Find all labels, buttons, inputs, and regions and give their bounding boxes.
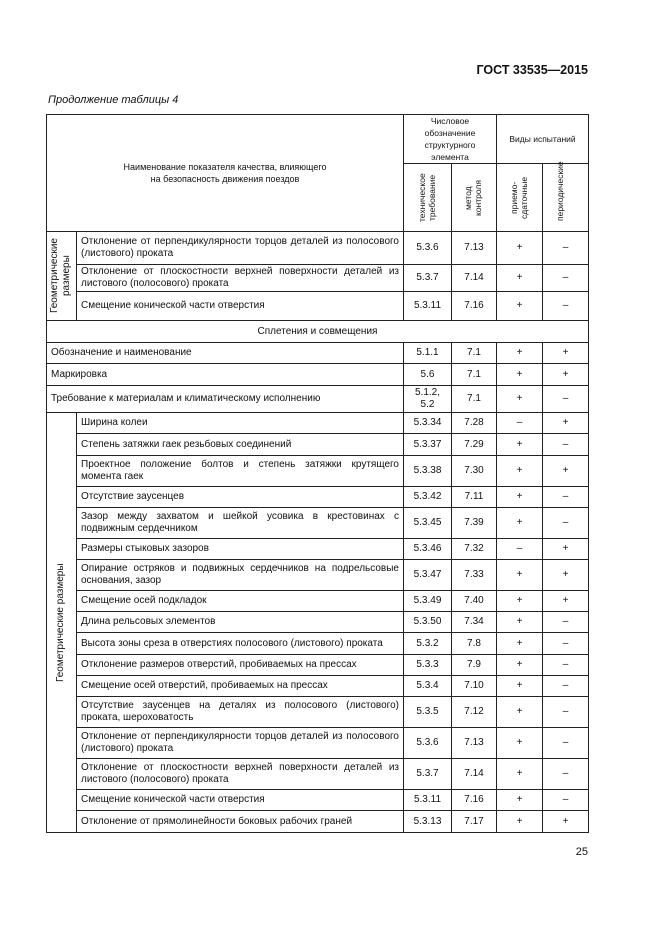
periodic-cell: +: [543, 560, 589, 591]
name-cell: Отсутствие заусенцев: [77, 487, 404, 508]
header-name-cell: [47, 115, 404, 232]
tech-cell: 5.1.1: [404, 343, 452, 364]
table-row: [47, 697, 589, 728]
acceptance-cell: +: [497, 728, 543, 759]
table-row: [47, 413, 589, 434]
periodic-cell: –: [543, 728, 589, 759]
name-cell: Смещение конической части отверстия: [77, 790, 404, 811]
method-cell: 7.40: [452, 591, 497, 612]
table-row: [47, 539, 589, 560]
quality-table: [46, 114, 589, 833]
acceptance-cell: +: [497, 697, 543, 728]
header-numeric: [404, 115, 497, 164]
periodic-cell: +: [543, 811, 589, 833]
periodic-cell: –: [543, 292, 589, 321]
acceptance-cell: +: [497, 487, 543, 508]
name-cell: Смещение осей подкладок: [77, 591, 404, 612]
method-cell: 7.13: [452, 728, 497, 759]
method-cell: 7.17: [452, 811, 497, 833]
method-cell: 7.16: [452, 790, 497, 811]
header-periodic: периодические: [554, 160, 565, 221]
header-method-cell: [452, 164, 497, 232]
name-cell: Смещение конической части отверстия: [77, 292, 404, 321]
method-cell: 7.29: [452, 434, 497, 456]
method-cell: 7.1: [452, 343, 497, 364]
method-cell: 7.28: [452, 413, 497, 434]
tech-cell: 5.3.7: [404, 759, 452, 790]
name-cell: Зазор между захватом и шейкой усовика в крестовинах с подвижным сердечником: [77, 508, 404, 539]
name-cell: Отклонение от плоскостности верхней поверхности деталей из листового (полосового) проката: [77, 759, 404, 790]
periodic-cell: +: [543, 343, 589, 364]
acceptance-cell: +: [497, 790, 543, 811]
header-periodic-cell: [543, 160, 589, 232]
name-cell: Обозначение и наименование: [47, 343, 404, 364]
tech-cell: 5.3.49: [404, 591, 452, 612]
periodic-cell: –: [543, 759, 589, 790]
acceptance-cell: +: [497, 591, 543, 612]
table-row: [47, 434, 589, 456]
tech-cell: 5.3.5: [404, 697, 452, 728]
method-cell: 7.34: [452, 612, 497, 633]
table-row: [47, 487, 589, 508]
table-row: [47, 343, 589, 364]
method-cell: 7.39: [452, 508, 497, 539]
method-cell: 7.12: [452, 697, 497, 728]
acceptance-cell: +: [497, 364, 543, 386]
tech-cell: 5.3.4: [404, 676, 452, 697]
periodic-cell: +: [543, 539, 589, 560]
acceptance-cell: +: [497, 386, 543, 413]
acceptance-cell: –: [497, 539, 543, 560]
method-cell: 7.16: [452, 292, 497, 321]
periodic-cell: +: [543, 591, 589, 612]
acceptance-cell: +: [497, 343, 543, 364]
periodic-cell: –: [543, 612, 589, 633]
table-row: [47, 655, 589, 676]
tech-cell: 5.3.6: [404, 232, 452, 265]
table-row: [47, 676, 589, 697]
method-cell: 7.11: [452, 487, 497, 508]
name-cell: Длина рельсовых элементов: [77, 612, 404, 633]
group-label-geometric: Геометрические размеры: [48, 238, 72, 314]
tech-cell: 5.3.37: [404, 434, 452, 456]
method-cell: 7.10: [452, 676, 497, 697]
periodic-cell: –: [543, 232, 589, 265]
table-row: [47, 560, 589, 591]
section-row: [47, 321, 589, 343]
method-cell: 7.14: [452, 759, 497, 790]
periodic-cell: –: [543, 633, 589, 655]
tech-cell: 5.3.11: [404, 790, 452, 811]
group-cell-geometric-2: [47, 413, 77, 833]
name-cell: Маркировка: [47, 364, 404, 386]
periodic-cell: –: [543, 508, 589, 539]
periodic-cell: –: [543, 434, 589, 456]
method-cell: 7.30: [452, 456, 497, 487]
table-row: [47, 633, 589, 655]
method-cell: 7.13: [452, 232, 497, 265]
periodic-cell: –: [543, 487, 589, 508]
name-cell: Требование к материалам и климатическому исполнению: [47, 386, 404, 413]
name-cell: Проектное положение болтов и степень затяжки крутящего момента гаек: [77, 456, 404, 487]
tech-cell: 5.3.42: [404, 487, 452, 508]
group-label-geometric-2: Геометрические размеры: [54, 563, 66, 682]
acceptance-cell: +: [497, 759, 543, 790]
periodic-cell: –: [543, 655, 589, 676]
header-numeric-label: Числовое обозначение структурного элемента: [424, 116, 476, 162]
method-cell: 7.1: [452, 386, 497, 413]
tech-cell: 5.3.2: [404, 633, 452, 655]
document-standard-number: ГОСТ 33535—2015: [476, 63, 588, 77]
periodic-cell: +: [543, 456, 589, 487]
header-tech-cell: [404, 164, 452, 232]
name-cell: Отклонение от плоскостности верхней поверхности деталей из листового (полосового) проката: [77, 265, 404, 292]
name-cell: Опирание остряков и подвижных сердечников на подрельсовые основания, зазор: [77, 560, 404, 591]
tech-cell: 5.3.13: [404, 811, 452, 833]
acceptance-cell: +: [497, 560, 543, 591]
section-title: Сплетения и совмещения: [47, 321, 589, 343]
periodic-cell: –: [543, 676, 589, 697]
method-cell: 7.1: [452, 364, 497, 386]
page-number: 25: [575, 846, 588, 858]
acceptance-cell: +: [497, 655, 543, 676]
tech-cell: 5.3.50: [404, 612, 452, 633]
name-cell: Степень затяжки гаек резьбовых соединений: [77, 434, 404, 456]
name-cell: Размеры стыковых зазоров: [77, 539, 404, 560]
acceptance-cell: +: [497, 612, 543, 633]
name-cell: Смещение осей отверстий, пробиваемых на прессах: [77, 676, 404, 697]
header-acceptance: приемо-сдаточные: [508, 176, 529, 219]
tech-cell: 5.3.11: [404, 292, 452, 321]
name-cell: Отклонение размеров отверстий, пробиваемых на прессах: [77, 655, 404, 676]
periodic-cell: +: [543, 364, 589, 386]
table-row: [47, 790, 589, 811]
name-cell: Отклонение от перпендикулярности торцов деталей из полосового (листового) проката: [77, 232, 404, 265]
name-cell: Ширина колеи: [77, 413, 404, 434]
table-caption: Продолжение таблицы 4: [48, 94, 179, 106]
acceptance-cell: +: [497, 292, 543, 321]
group-cell-geometric: [47, 232, 77, 321]
method-cell: 7.9: [452, 655, 497, 676]
tech-cell: 5.3.34: [404, 413, 452, 434]
tech-cell: 5.3.47: [404, 560, 452, 591]
table-row: [47, 508, 589, 539]
method-cell: 7.8: [452, 633, 497, 655]
tech-cell: 5.3.46: [404, 539, 452, 560]
table-row: [47, 364, 589, 386]
acceptance-cell: +: [497, 456, 543, 487]
table-row: [47, 265, 589, 292]
acceptance-cell: +: [497, 508, 543, 539]
name-cell: Отклонение от прямолинейности боковых рабочих граней: [77, 811, 404, 833]
method-cell: 7.32: [452, 539, 497, 560]
acceptance-cell: –: [497, 413, 543, 434]
tech-cell: 5.1.2, 5.2: [404, 386, 452, 413]
method-cell: 7.14: [452, 265, 497, 292]
periodic-cell: –: [543, 790, 589, 811]
periodic-cell: –: [543, 386, 589, 413]
header-tech: техническое требование: [416, 173, 437, 222]
acceptance-cell: +: [497, 265, 543, 292]
method-cell: 7.33: [452, 560, 497, 591]
name-cell: Отсутствие заусенцев на деталях из полосового (листового) проката, шероховатость: [77, 697, 404, 728]
tech-cell: 5.3.45: [404, 508, 452, 539]
header-acceptance-cell: [497, 164, 543, 232]
periodic-cell: –: [543, 697, 589, 728]
acceptance-cell: +: [497, 811, 543, 833]
header-name: Наименование показателя качества, влияющего на безопасность движения поездов: [123, 162, 327, 184]
table-row: [47, 232, 589, 265]
acceptance-cell: +: [497, 232, 543, 265]
acceptance-cell: +: [497, 676, 543, 697]
acceptance-cell: +: [497, 633, 543, 655]
tech-cell: 5.3.3: [404, 655, 452, 676]
name-cell: Высота зоны среза в отверстиях полосового (листового) проката: [77, 633, 404, 655]
table-row: [47, 811, 589, 833]
table-row: [47, 612, 589, 633]
periodic-cell: +: [543, 413, 589, 434]
table-row: [47, 759, 589, 790]
table-row: [47, 456, 589, 487]
periodic-cell: –: [543, 265, 589, 292]
header-row-1: [47, 115, 589, 164]
table-row: [47, 591, 589, 612]
acceptance-cell: +: [497, 434, 543, 456]
table-row: [47, 728, 589, 759]
tech-cell: 5.6: [404, 364, 452, 386]
header-method: метод контроля: [463, 179, 483, 216]
tech-cell: 5.3.6: [404, 728, 452, 759]
table-row: [47, 292, 589, 321]
name-cell: Отклонение от перпендикулярности торцов деталей из полосового (листового) проката: [77, 728, 404, 759]
tech-cell: 5.3.7: [404, 265, 452, 292]
header-tests: Виды испытаний: [497, 115, 589, 164]
tech-cell: 5.3.38: [404, 456, 452, 487]
table-row: [47, 386, 589, 413]
